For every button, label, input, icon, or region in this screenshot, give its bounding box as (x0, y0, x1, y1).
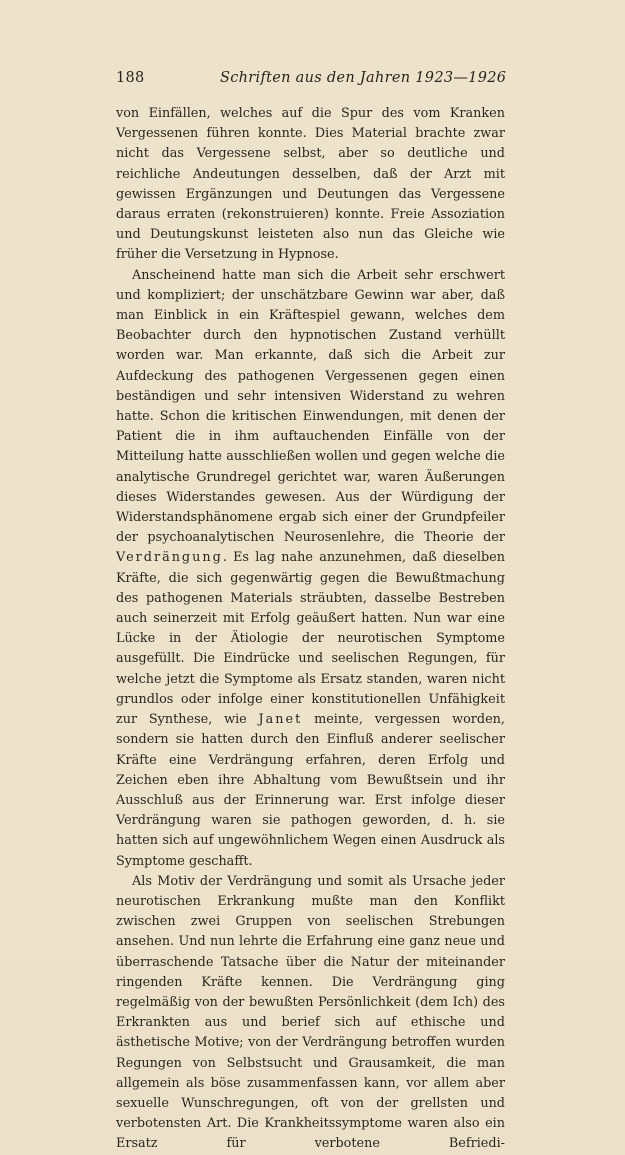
paragraph-2 (116, 266, 505, 872)
paragraph-1 (116, 104, 505, 266)
paragraph-3 (116, 872, 505, 1155)
page-number: 188 (116, 70, 145, 86)
paragraph-2-text-a: Anscheinend hatte man sich die Arbeit sehr erschwert und kompliziert; der unschätzbare Gewinn war aber, daß man Einblick in ein Kräftespiel gewann, welches dem Beobachter durch den hypnotischen Zustand verhüllt worden war. Man erkannte, daß sich die Arbeit zur Aufdeckung des pathogenen Vergessenen gegen einen beständigen und sehr intensiven Widerstand zu wehren hatte. Schon die kritischen Einwendungen, mit denen der Patient die in ihm auftauchenden Einfälle von der Mitteilung hatte ausschließen wollen und gegen welche die analytische Grundregel gerichtet war, waren Äußerungen dieses Widerstandes gewesen. Aus der Würdigung der Widerstandsphänomene ergab sich einer der Grundpfeiler der psychoanalytischen Neurosenlehre, die Theorie der (116, 267, 505, 546)
paragraph-1-text: von Einfällen, welches auf die Spur des vom Kranken Vergessenen führen konnte. Dies Material brachte zwar nicht das Vergessene selbst, aber so deutliche und reichliche Andeutungen desselben, daß der Arzt mit gewissen Ergänzungen und Deutungen das Vergessene daraus erraten (rekonstruieren) konnte. Freie Assoziation und Deutungskunst leisteten also nun das Gleiche wie früher die Versetzung in Hypnose. (116, 106, 505, 263)
emphasized-term-verdraengung: Verdrängung (116, 550, 223, 566)
body-text (116, 104, 505, 1155)
paragraph-2-text-b: . Es lag nahe anzunehmen, daß dieselben Kräfte, die sich gegenwärtig gegen die Bewußtmachung des pathogenen Materials sträubten, dasselbe Bestreben auch seinerzeit mit Erfolg geäußert hatten. Nun war eine Lücke in der Ätiologie der neurotischen Symptome ausgefüllt. Die Eindrücke und seelischen Regungen, für welche jetzt die Symptome als Ersatz standen, waren nicht grundlos oder infolge einer konstitutionellen Unfähigkeit zur Synthese, wie (116, 550, 505, 728)
running-title: Schriften aus den Jahren 1923—1926 (220, 70, 507, 86)
paragraph-3-text: Als Motiv der Verdrängung und somit als Ursache jeder neurotischen Erkrankung mußte man den Konflikt zwischen zwei Gruppen von seelischen Strebungen ansehen. Und nun lehrte die Erfahrung eine ganz neue und überraschende Tatsache über die Natur der miteinander ringenden Kräfte kennen. Die Verdrängung ging regelmäßig von der bewußten Persönlichkeit (dem Ich) des Erkrankten aus und berief sich auf ethische und ästhetische Motive; von der Verdrängung betroffen wurden Regungen von Selbstsucht und Grausamkeit, die man allgemein als böse zusammenfassen kann, vor allem aber sexuelle Wunschregungen, oft von der grellsten und verbotensten Art. Die Krankheitssymptome waren also ein Ersatz für verbotene Befriedi- (116, 873, 505, 1152)
paragraph-2-text-c: meinte, vergessen worden, sondern sie hatten durch den Einfluß anderer seelischer Kräfte eine Verdrängung erfahren, deren Erfolg und Zeichen eben ihre Abhaltung vom Bewußtsein und ihr Ausschluß aus der Erinnerung war. Erst infolge dieser Verdrängung waren sie pathogen geworden, d. h. sie hatten sich auf ungewöhnlichem Wegen einen Ausdruck als Symptome geschafft. (116, 712, 505, 869)
page-header (116, 70, 505, 90)
emphasized-name-janet: Janet (258, 712, 303, 728)
